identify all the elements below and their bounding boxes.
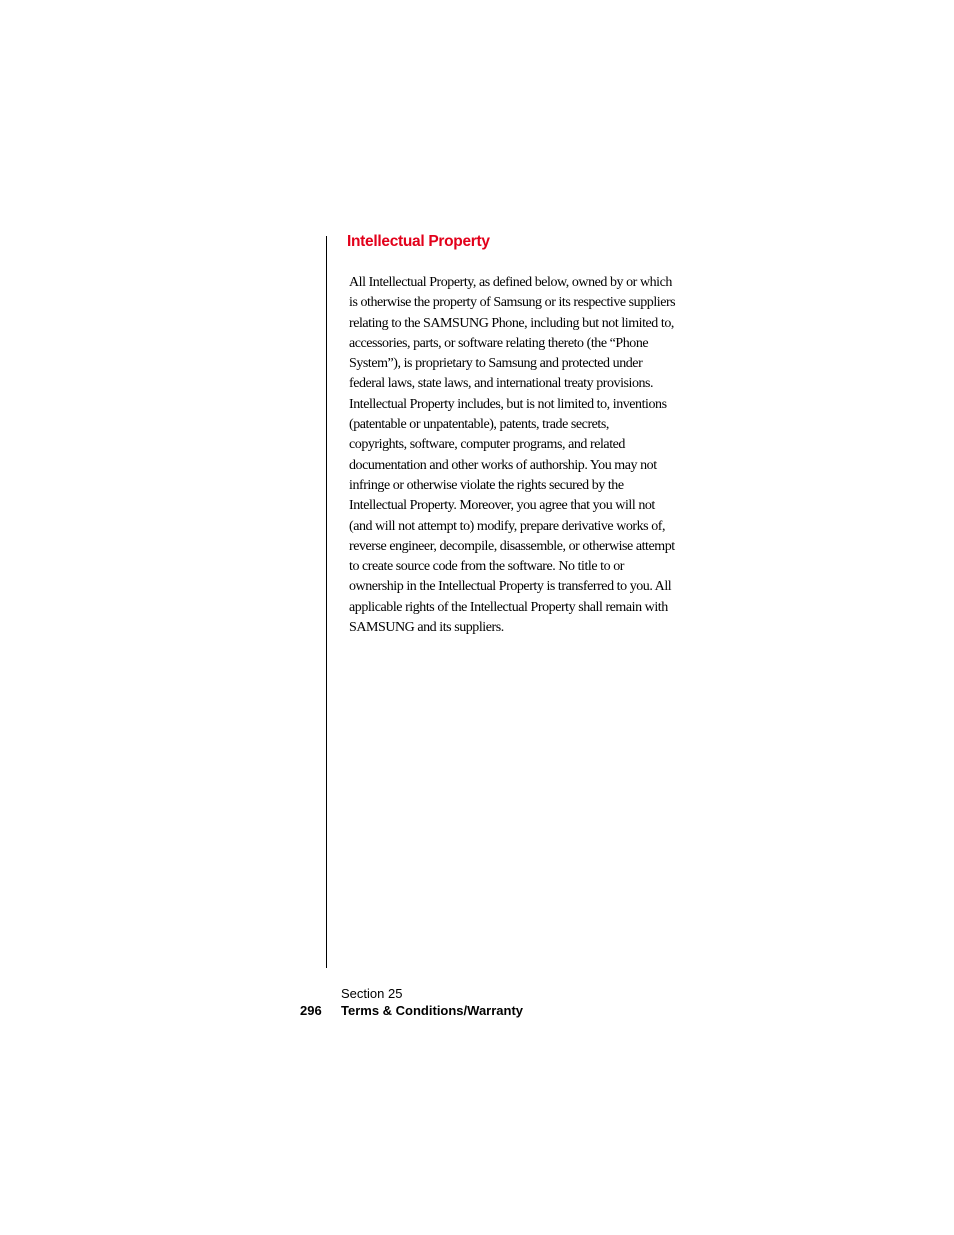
body-line: relating to the SAMSUNG Phone, including but not limited to, [349,315,674,331]
body-line: applicable rights of the Intellectual Property shall remain with [349,599,668,615]
body-line: ownership in the Intellectual Property is transferred to you. All [349,579,672,595]
body-line: reverse engineer, decompile, disassemble, or otherwise attempt [349,538,675,554]
body-line: to create source code from the software. No title to or [349,559,624,575]
footer-chapter-title: Terms & Conditions/Warranty [341,1003,524,1018]
body-line: infringe or otherwise violate the rights secured by the [349,477,624,493]
body-paragraph [349,273,679,638]
body-line: accessories, parts, or software relating thereto (the “Phone [349,335,649,351]
body-line: federal laws, state laws, and international treaty provisions. [349,376,654,392]
body-line: copyrights, software, computer programs, and related [349,437,625,453]
body-line: (and will not attempt to) modify, prepare derivative works of, [349,518,666,534]
margin-rule [326,236,327,968]
body-line: Intellectual Property. Moreover, you agree that you will not [349,498,655,514]
body-line: System”), is proprietary to Samsung and protected under [349,356,643,372]
body-line: documentation and other works of authorship. You may not [349,457,657,473]
body-line: Intellectual Property includes, but is not limited to, inventions [349,396,667,412]
body-line: (patentable or unpatentable), patents, trade secrets, [349,417,609,433]
section-heading: Intellectual Property [347,233,490,250]
body-line: All Intellectual Property, as defined below, owned by or which [349,275,672,290]
body-line: is otherwise the property of Samsung or its respective suppliers [349,295,676,311]
page-number: 296 [300,1003,322,1018]
footer-section-label: Section 25 [341,986,403,1001]
body-line: SAMSUNG and its suppliers. [349,620,504,636]
